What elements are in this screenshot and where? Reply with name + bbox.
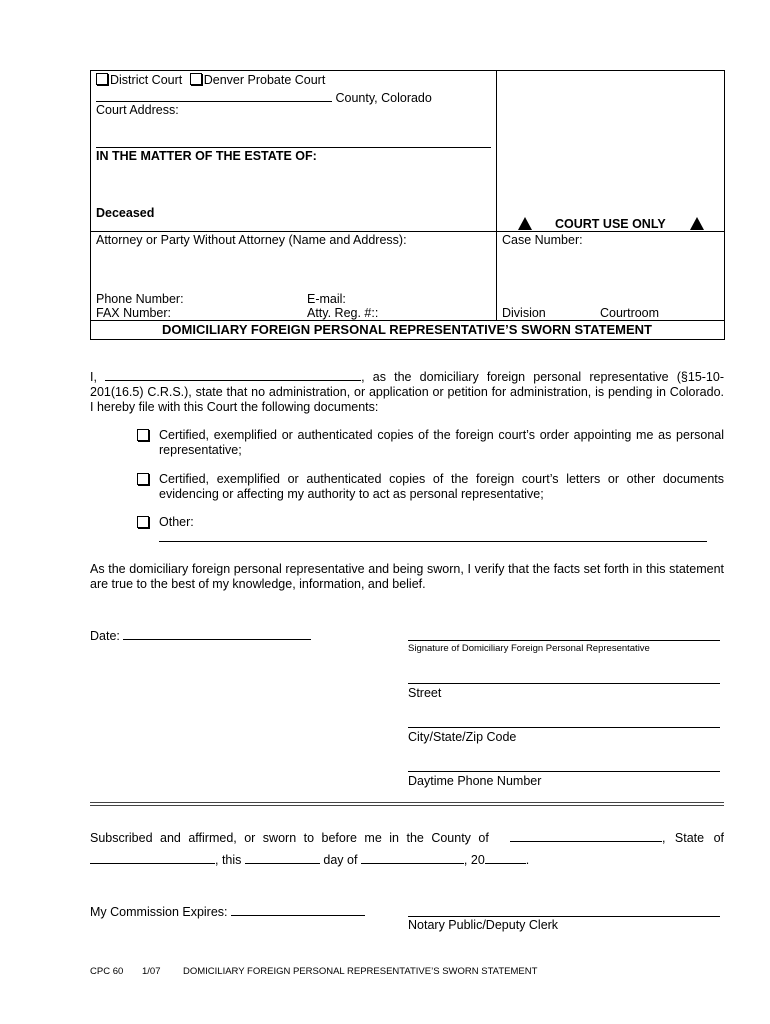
estate-label: IN THE MATTER OF THE ESTATE OF: [96, 149, 317, 163]
notary-part-2: , State of [661, 831, 724, 845]
district-court-label: District Court [110, 73, 183, 87]
street-field[interactable] [408, 683, 720, 684]
notary-state-field[interactable] [90, 852, 215, 864]
courtroom-label: Courtroom [600, 306, 660, 320]
court-use-only-row [518, 216, 708, 232]
notary-year-field[interactable] [485, 852, 526, 864]
document-item-3 [137, 515, 724, 529]
other-field[interactable] [159, 541, 707, 542]
email-label: E-mail: [307, 292, 346, 306]
notary-signature-field[interactable] [408, 916, 720, 917]
atty-reg-label: Atty. Reg. #:: [307, 306, 379, 320]
phone-number-label: Phone Number: [96, 292, 184, 306]
item-1-checkbox[interactable] [137, 429, 149, 441]
document-item-2 [137, 472, 724, 502]
court-address-field[interactable] [96, 147, 491, 148]
representative-name-field[interactable] [105, 369, 361, 381]
daytime-phone-field[interactable] [408, 771, 720, 772]
footer-form-code: CPC 60 [90, 966, 124, 977]
footer-revision: 1/07 [142, 966, 161, 977]
item-1-text: Certified, exemplified or authenticated copies of the foreign court’s order appointing me as personal representative; [159, 428, 724, 457]
item-2-text: Certified, exemplified or authenticated copies of the foreign court’s letters or other documents evidencing or affecting my authority to act as personal representative; [159, 472, 724, 501]
attorney-label: Attorney or Party Without Attorney (Name and Address): [96, 233, 407, 247]
document-item-1 [137, 428, 724, 458]
signature-label: Signature of Domiciliary Foreign Personal Representative [408, 643, 650, 654]
court-options [96, 73, 325, 87]
notary-month-field[interactable] [361, 852, 464, 864]
fax-number-label: FAX Number: [96, 306, 172, 320]
date-field[interactable] [123, 628, 311, 640]
daytime-phone-label: Daytime Phone Number [408, 774, 542, 788]
street-label: Street [408, 686, 442, 700]
intro-prefix: I, [90, 370, 97, 384]
commission-label: My Commission Expires: [90, 905, 228, 919]
denver-probate-court-label: Denver Probate Court [203, 73, 326, 87]
case-number-label: Case Number: [502, 233, 583, 247]
caption-divider-vertical [496, 70, 497, 320]
notary-line-1 [90, 830, 724, 845]
county-suffix: County, Colorado [335, 91, 432, 105]
notary-part-5: , 20 [463, 853, 485, 867]
deceased-label: Deceased [96, 206, 155, 220]
section-separator [90, 802, 724, 806]
court-use-only-label: COURT USE ONLY [555, 217, 666, 231]
intro-paragraph [90, 369, 724, 415]
notary-day-field[interactable] [245, 852, 320, 864]
notary-label: Notary Public/Deputy Clerk [408, 918, 559, 932]
notary-part-3: , this [215, 853, 242, 867]
caption-divider-title [90, 320, 724, 321]
date-row [90, 628, 311, 643]
commission-field[interactable] [231, 904, 365, 916]
caption-box [90, 70, 725, 340]
intro-text: , as the domiciliary foreign personal representative (§15-10-201(16.5) C.R.S.), state that no administration, or application or petition for administration, is pending in Colorado. I hereby file with this Court the following documents: [90, 370, 724, 414]
notary-line-2 [90, 852, 529, 867]
district-court-checkbox[interactable] [96, 73, 108, 85]
signature-field[interactable] [408, 640, 720, 641]
footer-title: DOMICILIARY FOREIGN PERSONAL REPRESENTATIVE’S SWORN STATEMENT [183, 966, 538, 977]
notary-part-4: day of [323, 853, 358, 867]
item-2-checkbox[interactable] [137, 473, 149, 485]
notary-county-field[interactable] [510, 830, 662, 842]
court-address-label: Court Address: [96, 103, 179, 117]
triangle-left-icon [518, 217, 532, 230]
date-label: Date: [90, 629, 120, 643]
item-3-checkbox[interactable] [137, 516, 149, 528]
county-field[interactable] [96, 89, 332, 102]
division-label: Division [502, 306, 546, 320]
item-3-text: Other: [159, 515, 194, 529]
city-state-zip-field[interactable] [408, 727, 720, 728]
city-state-zip-label: City/State/Zip Code [408, 730, 517, 744]
form-title: DOMICILIARY FOREIGN PERSONAL REPRESENTATIVE’S SWORN STATEMENT [162, 322, 652, 337]
denver-probate-court-checkbox[interactable] [190, 73, 202, 85]
commission-row [90, 904, 365, 919]
verification-paragraph: As the domiciliary foreign personal representative and being sworn, I verify that the facts set forth in this statement are true to the best of my knowledge, information, and belief. [90, 562, 724, 591]
triangle-right-icon [690, 217, 704, 230]
notary-part-6: . [525, 853, 530, 867]
notary-part-1: Subscribed and affirmed, or sworn to before me in the County of [90, 831, 489, 845]
